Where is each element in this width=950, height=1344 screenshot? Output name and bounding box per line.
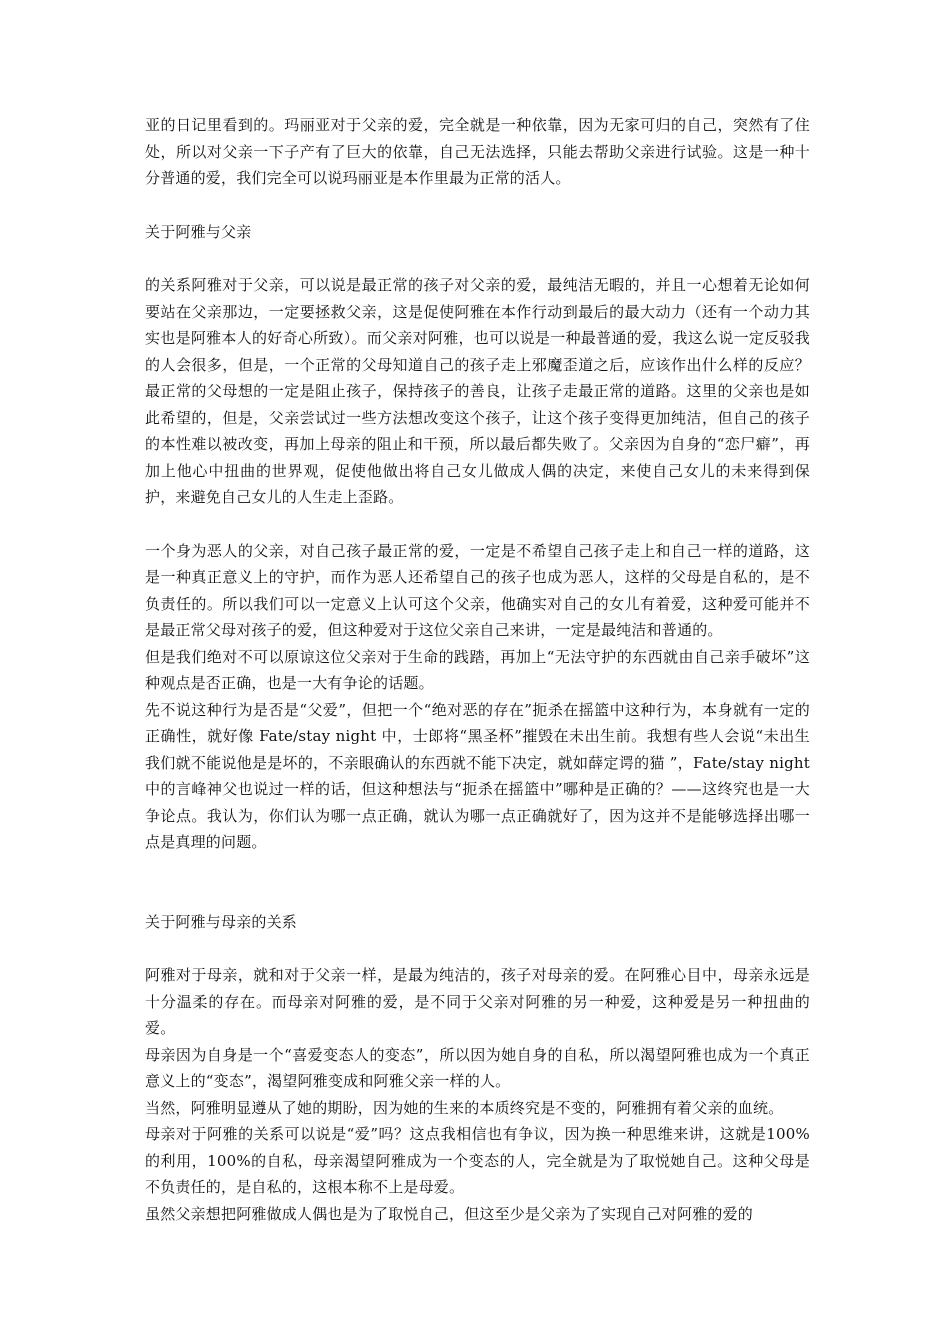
paragraph: 亚的日记里看到的。玛丽亚对于父亲的爱，完全就是一种依靠，因为无家可归的自己，突然有了住处，所以对父亲一下子产有了巨大的依靠，自己无法选择，只能去帮助父亲进行试验。这是一种十分普通的爱，我们完全可以说玛丽亚是本作里最为正常的活人。 xyxy=(145,116,810,187)
section-heading: 关于阿雅与父亲 xyxy=(145,222,252,241)
paragraph-gap xyxy=(145,245,810,272)
section-heading: 关于阿雅与母亲的关系 xyxy=(145,912,298,931)
paragraph: 一个身为恶人的父亲，对自己孩子最正常的爱，一定是不希望自己孩子走上和自己一样的道路，这是一种真正意义上的守护，而作为恶人还希望自己的孩子也成为恶人，这样的父母是自私的，是不负责任的。所以我们可以一定意义上认可这个父亲，他确实对自己的女儿有着爱，这种爱可能并不是最正常父母对孩子的爱，但这种爱对于这位父亲自己来讲，一定是最纯洁和普通的。 xyxy=(145,541,810,639)
paragraph-gap xyxy=(145,856,810,909)
paragraph: 母亲对于阿雅的关系可以说是“爱”吗？这点我相信也有争议，因为换一种思维来讲，这就是100%的利用，100%的自私，母亲渴望阿雅成为一个变态的人，完全就是为了取悦她自己。这种父母是不负责任的，是自私的，这根本称不上是母爱。 xyxy=(145,1125,810,1196)
paragraph: 阿雅对于母亲，就和对于父亲一样，是最为纯洁的，孩子对母亲的爱。在阿雅心目中，母亲永远是十分温柔的存在。而母亲对阿雅的爱，是不同于父亲对阿雅的另一种爱，这种爱是另一种扭曲的爱。 xyxy=(145,966,810,1037)
paragraph-gap xyxy=(145,935,810,962)
paragraph-gap xyxy=(145,192,810,219)
paragraph: 先不说这种行为是否是“父爱”，但把一个“绝对恶的存在”扼杀在摇篮中这种行为，本身就有一定的正确性，就好像 Fate/stay night 中，士郎将“黑圣杯”摧毁在未出生前。我想有些人会说“未出生我们就不能说他是是坏的，不亲眼确认的东西就不能下决定，就如薛定谔的猫 ”，Fate/stay night 中的言峰神父也说过一样的话，但这种想法与“扼杀在摇篮中”哪种是正确的？——这终究也是一大争论点。我认为，你们认为哪一点正确，就认为哪一点正确就好了，因为这并不是能够选择出哪一点是真理的问题。 xyxy=(145,700,810,851)
paragraph-gap xyxy=(145,511,810,538)
document-page xyxy=(145,112,810,1227)
paragraph: 但是我们绝对不可以原谅这位父亲对于生命的践踏，再加上“无法守护的东西就由自己亲手破坏”这种观点是否正确，也是一大有争论的话题。 xyxy=(145,647,810,692)
paragraph: 的关系阿雅对于父亲，可以说是最正常的孩子对父亲的爱，最纯洁无暇的，并且一心想着无论如何要站在父亲那边，一定要拯救父亲，这是促使阿雅在本作行动到最后的最大动力（还有一个动力其实也是阿雅本人的好奇心所致）。而父亲对阿雅，也可以说是一种最普通的爱，我这么说一定反驳我的人会很多，但是，一个正常的父母知道自己的孩子走上邪魔歪道之后，应该作出什么样的反应？最正常的父母想的一定是阻止孩子，保持孩子的善良，让孩子走最正常的道路。这里的父亲也是如此希望的，但是，父亲尝试过一些方法想改变这个孩子，让这个孩子变得更加纯洁，但自己的孩子的本性难以被改变，再加上母亲的阻止和干预，所以最后都失败了。父亲因为自身的“恋尸癖”，再加上他心中扭曲的世界观，促使他做出将自己女儿做成人偶的决定，来使自己女儿的未来得到保护，来避免自己女儿的人生走上歪路。 xyxy=(145,276,810,506)
paragraph: 母亲因为自身是一个“喜爱变态人的变态”，所以因为她自身的自私，所以渴望阿雅也成为一个真正意义上的“变态”，渴望阿雅变成和阿雅父亲一样的人。 xyxy=(145,1045,810,1090)
paragraph: 当然，阿雅明显遵从了她的期盼，因为她的生来的本质终究是不变的，阿雅拥有着父亲的血统。 xyxy=(145,1098,784,1117)
paragraph: 虽然父亲想把阿雅做成人偶也是为了取悦自己，但这至少是父亲为了实现自己对阿雅的爱的 xyxy=(145,1204,754,1223)
